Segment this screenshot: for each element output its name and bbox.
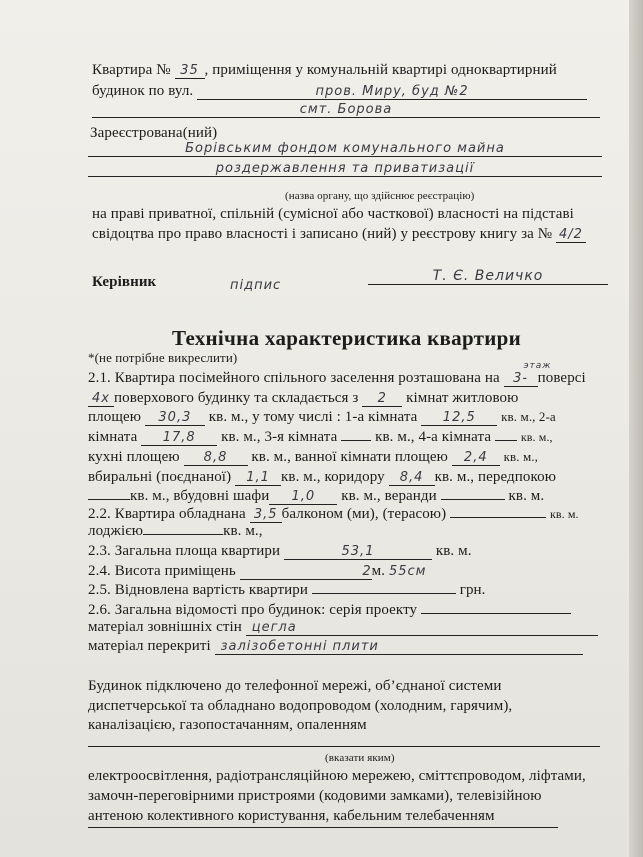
tech-line-1 (88, 361, 586, 387)
ownership-line-2 (92, 226, 586, 243)
balconies-value: 3,5 (250, 507, 282, 523)
tech-text: лоджією (88, 523, 144, 539)
height-cm-value: 55см (388, 564, 427, 579)
tech-line-14 (88, 619, 598, 636)
footer-caption: (вказати яким) (325, 752, 395, 764)
tech-text: кв. м. (549, 507, 579, 521)
town-line (92, 101, 600, 118)
tech-text: 2.4. Висота приміщень (88, 563, 236, 579)
tech-text: 2.2. Квартира обладнана (88, 506, 246, 522)
bathroom-value: 2,4 (452, 450, 500, 466)
book-number: 4/2 (556, 227, 586, 243)
living-area-value: 30,3 (145, 410, 205, 426)
registrar-value-1: Борівським фондом комунального майна (88, 141, 602, 157)
tech-line-12 (88, 582, 486, 599)
apartment-label: Квартира № (92, 62, 171, 78)
tech-text: кв. м., (503, 449, 539, 464)
tech-line-8 (88, 506, 579, 523)
room2-value: 17,8 (141, 430, 217, 446)
tech-text: кв. м., (223, 523, 263, 539)
house-label: будинок по вул. (92, 83, 194, 99)
veranda-blank (441, 499, 505, 500)
closets-value: 1,0 (269, 489, 337, 505)
tech-text: площею (88, 409, 142, 425)
tech-line-4 (88, 429, 553, 446)
tech-text: поверхового будинку та складається з (114, 390, 359, 406)
section-note: *(не потрібне викреслити) (88, 350, 238, 365)
hallway-blank (88, 499, 130, 500)
head-name-line (368, 268, 608, 285)
registrar-line-1 (88, 140, 602, 157)
tech-line-3 (88, 409, 556, 426)
tech-text: кв. м., коридору (281, 469, 385, 485)
tech-text: м. (371, 563, 386, 579)
tech-line-11 (88, 563, 426, 580)
registrar-value-2: роздержавлення та приватизації (88, 161, 602, 177)
head-label: Керівник (92, 274, 157, 290)
tech-text: кв. м., у тому числі : 1-а кімната (208, 409, 418, 425)
tech-text: вбиральні (поєднаної) (88, 469, 232, 485)
section-title: Технічна характеристика квартири (172, 326, 522, 350)
tech-text: 2.3. Загальна площа квартири (88, 543, 281, 559)
project-series-blank (421, 613, 571, 614)
tech-line-2 (88, 390, 518, 407)
apartment-rest: , приміщення у комунальній квартирі одноквартирний (204, 62, 557, 78)
tech-text: кв. м., (520, 430, 553, 444)
tech-line-9 (88, 523, 263, 540)
tech-text: кв. м., передпокою (434, 469, 557, 485)
apartment-line (92, 62, 557, 79)
room1-value: 12,5 (421, 410, 497, 426)
tech-text: 2.1. Квартира посімейного спільного заселення розташована на (88, 370, 500, 386)
rooms-value: 2 (362, 391, 402, 407)
value-blank (312, 593, 456, 594)
tech-line-6 (88, 469, 556, 486)
registrar-caption: (назва органу, що здійснює реєстрацію) (285, 190, 475, 202)
tech-line-15 (88, 638, 583, 655)
house-line (92, 83, 587, 100)
tech-text: кв. м., ванної кімнати площею (251, 449, 448, 465)
storeys-value: 4х (88, 391, 114, 407)
floor-value (504, 361, 552, 387)
footer-line-2: диспетчерської та обладнано водопроводом (холодним, гарячим), (88, 698, 513, 714)
tech-text: поверсі (537, 370, 586, 386)
tech-text: кімнат житловою (406, 390, 519, 406)
tech-line-5 (88, 449, 538, 466)
footer-underline (88, 827, 558, 828)
tech-text: матеріал перекриті (88, 638, 211, 654)
terrace-blank (450, 517, 546, 518)
tech-text: кухні площею (88, 449, 180, 465)
loggia-blank (143, 534, 223, 535)
page-edge (629, 0, 643, 857)
ownership-line-1: на праві приватної, спільній (сумісної або часткової) власності на підставі (92, 206, 574, 222)
toilet-value: 1,1 (235, 470, 281, 486)
room3-blank (341, 440, 371, 441)
tech-text: балконом (ми), (терасою) (281, 506, 447, 522)
floor-number: 3- (513, 371, 529, 386)
tech-text: 2.5. Відновлена вартість квартири (88, 582, 308, 598)
tech-line-10 (88, 543, 472, 560)
tech-text: кв. м., 2-а (501, 409, 556, 424)
tech-text: матеріал зовнішніх стін (88, 619, 242, 635)
tech-text: грн. (459, 582, 486, 598)
footer-line-5: замочн-переговірними пристроями (кодовими замками), телевізійною (88, 788, 542, 804)
registered-label: Зареєстрована(ний) (90, 125, 218, 141)
heating-blank-rule (88, 746, 600, 747)
tech-text: кімната (88, 429, 138, 445)
slabs-value: залізобетонні плити (215, 639, 583, 655)
tech-text: кв. м., веранди (341, 488, 437, 504)
tech-text: кв. м. (508, 488, 545, 504)
tech-text: кв. м. (435, 543, 472, 559)
street-value: пров. Миру, буд №2 (197, 84, 587, 100)
floor-note: этаж (523, 361, 552, 371)
tech-text: кв. м., 3-я кімната (221, 429, 338, 445)
corridor-value: 8,4 (389, 470, 435, 486)
apartment-number: 35 (175, 63, 205, 79)
height-m-value: 2 (240, 564, 372, 580)
footer-line-4: електроосвітлення, радіотрансляційною мережею, сміттєпроводом, ліфтами, (88, 768, 586, 784)
head-name: Т. Є. Величко (368, 268, 608, 285)
town-value: смт. Борова (92, 102, 600, 118)
footer-line-3: каналізацією, газопостачанням, опаленням (88, 717, 367, 733)
signature-word: підпис (230, 278, 282, 293)
tech-text: 2.6. Загальна відомості про будинок: серія проекту (88, 602, 418, 618)
room4-blank (495, 440, 517, 441)
tech-text: кв. м., 4-а кімната (375, 429, 492, 445)
tech-text: кв. м., вбудовні шафи (130, 488, 270, 504)
total-area-value: 53,1 (284, 544, 432, 560)
footer-line-6: антеною колективного користування, кабельним телебаченням (88, 808, 495, 824)
kitchen-value: 8,8 (184, 450, 248, 466)
ownership-text-2: свідоцтва про право власності і записано (ний) у реєстрову книгу за № (92, 226, 553, 242)
registrar-line-2 (88, 160, 602, 177)
footer-line-1: Будинок підключено до телефонної мережі, об’єднаної системи (88, 678, 502, 694)
tech-line-13 (88, 602, 571, 619)
walls-value: цегла (246, 620, 598, 636)
tech-line-7 (88, 488, 544, 505)
